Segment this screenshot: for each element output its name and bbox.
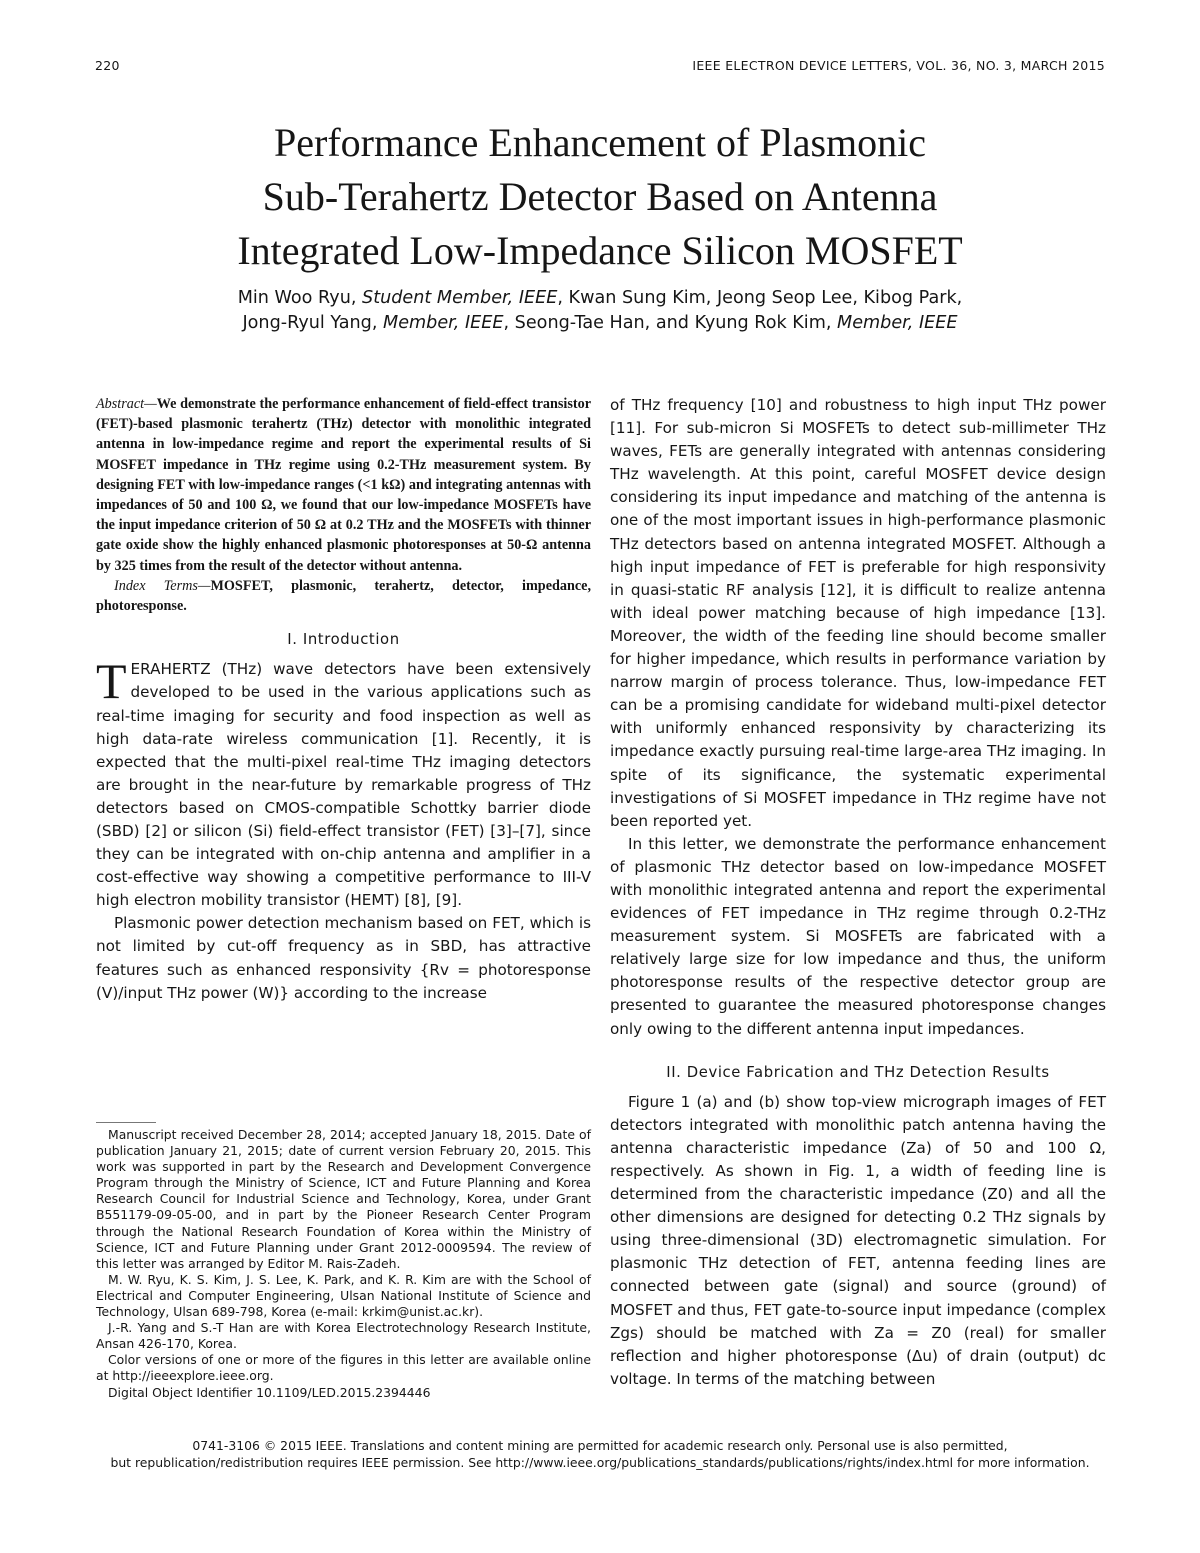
footnote-doi: Digital Object Identifier 10.1109/LED.2015.2394446 bbox=[108, 1384, 431, 1400]
author-text: , Kwan Sung Kim, Jeong Seop Lee, Kibog Park, bbox=[557, 288, 963, 308]
intro-paragraph-2-continued: of THz frequency [10] and robustness to high input THz power [11]. For sub-micron Si MOSFETs to detect sub-millimeter THz waves, FETs are generally integrated with antennas considering THz wavelength. At this point, careful MOSFET device design considering its input impedance and matching of the antenna is one of the most important issues in high-performance plasmonic THz detectors based on antenna integrated MOSFET. Although a high input impedance of FET is preferable for high responsivity in quasi-static RF analysis [12], it is difficult to realize antenna with ideal power matching because of high impedance [13]. Moreover, the width of the feeding line should become smaller for higher impedance, which results in performance variation by narrow margin of process tolerance. Thus, low-impedance FET can be a promising candidate for wideband multi-pixel detector with uniformly enhanced responsivity by characterizing its impedance exactly pursuing real-time large-area THz imaging. In spite of its significance, the systematic experimental investigations of Si MOSFET impedance in THz regime have not been reported yet. bbox=[610, 396, 1106, 830]
page-number: 220 bbox=[95, 58, 120, 73]
intro-paragraph-1-text: ERAHERTZ (THz) wave detectors have been extensively developed to be used in the various applications such as real-time imaging for security and food inspection as well as high data-rate wireless communication [1]. Recently, it is expected that the multi-pixel real-time THz imaging detectors are brought in the near-future by remarkable progress of THz detectors based on CMOS-compatible Schottky barrier diode (SBD) [2] or silicon (Si) field-effect transistor (FET) [3]–[7], since they can be integrated with on-chip antenna and amplifier in a cost-effective way showing a competitive performance to III-V high electron mobility transistor (HEMT) [8], [9]. bbox=[96, 660, 591, 910]
intro-paragraph-3: In this letter, we demonstrate the performance enhancement of plasmonic THz detector based on low-impedance MOSFET with monolithic integrated antenna and report the experimental evidences of FET impedance in THz regime through 0.2-THz measurement system. Si MOSFETs are fabricated with a relatively large size for low impedance and thus, the uniform photoresponse results of the respective detector group are presented to guarantee the measured photoresponse changes only owing to the different antenna input impedances. bbox=[610, 834, 1106, 1038]
drop-cap: T bbox=[96, 653, 127, 710]
title-line-2: Sub-Terahertz Detector Based on Antenna bbox=[262, 174, 938, 219]
index-terms-label: Index Terms— bbox=[114, 577, 211, 594]
right-column bbox=[610, 394, 1106, 1391]
journal-header: IEEE ELECTRON DEVICE LETTERS, VOL. 36, NO. 3, MARCH 2015 bbox=[692, 58, 1105, 73]
footnote-manuscript: Manuscript received December 28, 2014; accepted January 18, 2015. Date of publication January 21, 2015; date of current version February 20, 2015. This work was supported in part by the Research and Development Convergence Program through the Ministry of Science, ICT and Future Planning and Korea Research Council for Industrial Science and Technology, Korea, under Grant B551179-09-05-00, and in part by the Pioneer Research Center Program through the National Research Foundation of Korea within the Ministry of Science, ICT and Future Planning under Grant 2012-0009594. The review of this letter was arranged by Editor M. Rais-Zadeh. bbox=[96, 1127, 591, 1271]
footnotes bbox=[96, 1127, 591, 1401]
author-membership: Member, IEEE bbox=[837, 313, 958, 333]
author-text: , Seong-Tae Han, and Kyung Rok Kim, bbox=[503, 313, 838, 333]
abstract-text: We demonstrate the performance enhancement of field-effect transistor (FET)-based plasmonic terahertz (THz) detector with monolithic integrated antenna in low-impedance regime and report the experimental results of Si MOSFET impedance in THz regime using 0.2-THz measurement system. By designing FET with low-impedance ranges (<1 kΩ) and integrating antennas with impedances of 50 and 100 Ω, we found that our low-impedance MOSFETs have the input impedance criterion of 50 Ω at 0.2 THz and the MOSFETs with thinner gate oxide show the highly enhanced plasmonic photoresponses at 50-Ω antenna by 325 times from the result of the detector without antenna. bbox=[96, 396, 591, 574]
author-line-1 bbox=[60, 286, 1140, 311]
paper-title bbox=[60, 116, 1140, 278]
copyright-line-1: 0741-3106 © 2015 IEEE. Translations and content mining are permitted for academic research only. Personal use is also permitted, bbox=[192, 1438, 1008, 1453]
footnote-affiliation-1: M. W. Ryu, K. S. Kim, J. S. Lee, K. Park, and K. R. Kim are with the School of Electrical and Computer Engineering, Ulsan National Institute of Science and Technology, Ulsan 689-798, Korea (e-mail: krkim@unist.ac.kr). bbox=[96, 1271, 591, 1320]
running-head bbox=[95, 58, 1105, 78]
author-text: Min Woo Ryu, bbox=[237, 288, 363, 308]
author-line-2 bbox=[60, 311, 1140, 336]
abstract bbox=[96, 394, 591, 576]
author-text: Jong-Ryul Yang, bbox=[242, 313, 384, 333]
copyright-line-2: but republication/redistribution requires IEEE permission. See http://www.ieee.org/publications_standards/publications/rights/index.html for more information. bbox=[110, 1455, 1090, 1470]
fabrication-paragraph-1: Figure 1 (a) and (b) show top-view micrograph images of FET detectors integrated with monolithic patch antenna having the antenna characteristic impedance (Za) of 50 and 100 Ω, respectively. As shown in Fig. 1, a width of feeding line is determined from the characteristic impedance (Z0) and all the other dimensions are designed for detecting 0.2 THz signals by using three-dimensional (3D) electromagnetic simulation. For plasmonic THz detection of FET, antenna feeding lines are connected between gate (signal) and source (ground) of MOSFET and thus, FET gate-to-source input impedance (complex Zgs) should be matched with Za = Z0 (real) for smaller reflection and higher photoresponse (Δu) of drain (output) dc voltage. In terms of the matching between bbox=[610, 1092, 1106, 1388]
author-list bbox=[60, 286, 1140, 336]
copyright-notice bbox=[60, 1437, 1140, 1471]
intro-paragraph-1 bbox=[96, 653, 591, 912]
index-terms-text: MOSFET, plasmonic, terahertz, detector, impedance, photoresponse. bbox=[96, 577, 592, 615]
author-membership: Member, IEEE bbox=[383, 313, 504, 333]
footnote-divider bbox=[96, 1122, 156, 1123]
section-heading-fabrication: II. Device Fabrication and THz Detection Results bbox=[666, 1063, 1050, 1081]
title-line-3: Integrated Low-Impedance Silicon MOSFET bbox=[237, 228, 963, 273]
intro-paragraph-2: Plasmonic power detection mechanism based on FET, which is not limited by cut-off frequency as in SBD, has attractive features such as enhanced responsivity {Rv = photoresponse (V)/input THz power (W)} according to the increase bbox=[96, 914, 591, 1002]
left-column bbox=[96, 394, 591, 1005]
index-terms bbox=[96, 576, 591, 616]
footnote-affiliation-2: J.-R. Yang and S.-T Han are with Korea Electrotechnology Research Institute, Ansan 426-170, Korea. bbox=[96, 1320, 591, 1352]
abstract-label: Abstract— bbox=[96, 396, 157, 412]
section-heading-introduction: I. Introduction bbox=[287, 631, 400, 649]
footnote-color-versions: Color versions of one or more of the figures in this letter are available online at http://ieeexplore.ieee.org. bbox=[96, 1352, 591, 1384]
author-membership: Student Member, IEEE bbox=[362, 288, 558, 308]
title-line-1: Performance Enhancement of Plasmonic bbox=[274, 120, 926, 165]
